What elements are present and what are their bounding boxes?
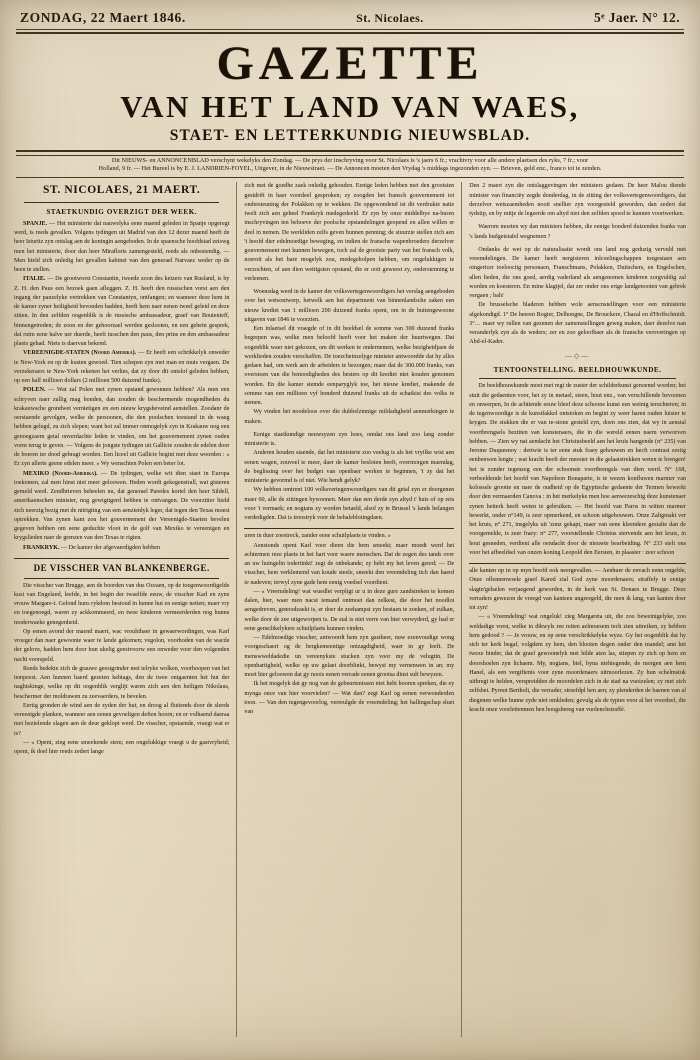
feuilleton-title: DE VISSCHER VAN BLANKENBERGE. [33, 562, 210, 573]
feuilleton-paragraph: Die visscher van Brugge, aen de boorden van dus Oceaen, op de toegenwoordigelde kust van Engeland, leefde, in het begin der twaelfde eeuw, de visscher Karl en zyne vrouw Margare-t. Gelond huns rykdom bestoud in hunne hut en eenige netten; maer vry en toegenoegd, waren zy ackkommeerd, en twee kinderen vermeerderden nog hunne moderwaeke genegenheid. [14, 582, 230, 626]
feuilleton-paragraph: Op eenen avond der maend maert, wac vrouhibaer in gewaerwordingen, was Karl vroeger dan naer gewoonte waer te lande gekomen; vegolon, voorhoden van de wacde der gelove, hadden hem door hun ukelig geestvoorw een onweder voor den volgenden nacht voorspeld. [14, 628, 230, 663]
feuilleton-paragraph: alle kanten op in op myn hoofd ook neergevallen. — Aenhuer de envach eenn ongelde, Onze oflennenwsele graef Kared zial God zyne moordenaers; straffely te eenige slagtn'gelselen verjaegend geworden, in de kerk van St. Donaes te Brugge. Deze verraders gewezon de vreegd van kanteen ungeregeld, die men ik lang, van kanten doer tot zyn! [469, 568, 686, 612]
article-columns [14, 182, 686, 1037]
article-body: — Het ministerie dat nauwelyks eene maend geleden in Spanje opgeregt werd, is reeds gevallen. Volgens tydingen uit Madrid van den 12 dezer maend heeft de heer Isturitz zyn ontslag aen de koningin aengeboden. In de spaensche hoofdstad zeiswg men het ministerie, door dan heer Mirafloris zamengesteld, reeds als onbestendig. — Men hield zich onledig het gevallen kabinet van den generael Narvaez weder op de been te stellen. [14, 220, 230, 274]
issue-number: 5ᵉ Jaer. N° 12. [593, 10, 680, 25]
column-1-heading-rule [24, 202, 219, 203]
article-paragraph [14, 470, 229, 544]
article-paragraph: Wy vinden het noodeloos over die dubbelzinnige mildadigheid aenmerkingen te maken. [244, 409, 455, 425]
masthead-rule-top-thick [16, 32, 684, 34]
article-body: — Wat zal Polen met zynen opstand gewonnen hebben? Als men een schryven naer zullig mag honden, dan zouden de beschermende mogendheden du krakauwsche grondwet vernietigen en een nieuw krygsheveind aenstellen. Zoodanr de oerstaende gevolgen, welke de persoonen, die den poolschen toestand in de waeg hebben gelegd, zu zich slepen; want hot zal immer onmogelyk zyn in Krakauw nog een genoegzaem getal onverdachte leden te vinden, om het gouvernement zynen ouden vorm terug te geven. — Volgens de jongste tydingen uit Gallicie zouden de edelen door de boeren ter dood gebragt worden. Een liceel uit Gallicie begint met deze woorden : « Er zyn allerte geene edelen meer. » Wy wenschten Polen een beter lot. [14, 387, 230, 468]
feuilleton-paragraph: — Edelmoedige visscher, antwoordt hem zyn gastheer, nuw ezenvoudige wong voorgeschaert og de bergkemeentige ontzagdigheid, waer in gy leeft. De menswweldadedie un vereenykste stucken zyn voor my de velugtin. De openhartigheid, welke op uw gelaet doorblinkt, bewyst my vernenwen in an; my moet hier geloowen dat gy noois eenen verrade eenen grootsa dinst sult bewyzen. [244, 635, 455, 679]
article-paragraph: Eenige staetkundige neuwsyzen zyn hoes, omdat ons land zoo lang zonder ministerie is. [244, 431, 455, 448]
masthead [14, 10, 686, 178]
article-body: — Er heeft een schrikkelyk onweder te New-York en op de kusten gewoed. Tien schepen zyn met man en muis vergaen. De verzekeraers te New-York rekenen het verlies, dat zy door dit ontslof geleden hebben, op een half millioen dollars (2 millioen 500 duizend franks). [14, 350, 230, 385]
article-lead-in: SPANJE. [23, 220, 48, 227]
article-paragraph: Wy hebben omtrent 100 volksvertegenwoordigers van dit getal zyn er doorgenen maer 60, alle de zittingen bywoonen. Meer dan een derde zyn altyd t' huis of op reis voor 't vermaek; en nogtans zy worden betaeld, alsof zy te Brussel 's lands belangen verdedigden. Dat is troostryk voor de behaleblotingdaen. [244, 487, 455, 522]
feuilleton-paragraph: Eertig gronden de wind aen de zyden der hut, en droog al fluitends door de sleeds vereenigde planken, wanneer aen eenen gevoeligen deften hoorn; en er volhaend daeraa met bezielende slagen aen de deur geklopt werd. De visscher, opstaende, vraegt wat er is? [14, 702, 230, 737]
subscription-notice [14, 156, 686, 176]
feuilleton-paragraph: Reeds bedekte zich de grauwe geestgrinder met telryke wolken, voorhoopen van het tempeest. Aen hunnen haerd gezeten kebtags, den de twee ontgaenten het hut der naghtskinge, welke op dit oogenblik verglijt waren zich aen den heiligen Nikolaus, beschermer der moldrawen zu zeevaerders, te bevelen. [14, 665, 230, 700]
feuilleton-paragraph: uren in duer zoestreck, zander eene schuilplaets te vinden. » [244, 533, 391, 540]
article-paragraph: zich met de goedhe zaek onledig gehouden. Eenige leden hebben met den grootsten gestdrift in haer voordeel gesproken; zy zoogden het fransch gouvernement tot ondersteuning der Polakken op te wekken. De opgewondend ist dit verdrukte natie iwelt zich aen geheel Frankryk medegedeeld. Er zyn by onze middelbye na-buren inschryvingen ten behoeve der poolsche opstandelingen geopend en allen willen er deel in nemen. De werkliden zelfs geven hunnen penning; de stuurzie stellen zich aen 't hoofd dier edelmoedige beweging, en indien de fransche wapenbroeders derzelver gouvernement met kunnen bewegen, toch zal de grootste party van het fransch volk, noeroit als het hare mogelyk zou, medegeholpen hebben, om ongelukkigen te verzochten, of aen dien wettigsten opstand, die er ooit geweest zy, onderstenning te verleenen. [244, 183, 455, 282]
article-lead-in: ITALIE. [23, 276, 46, 283]
article-paragraph [14, 349, 229, 386]
feuilleton-3 [469, 563, 686, 715]
article-lead-in: POLEN. [23, 387, 46, 394]
subscription-notice-line1: Dit NIEUWS- en ANNONCENBLAD verschynt wekelyks den Zondag. — De prys der inschryving voor St. Nicolaes is 's jaers 6 fr.; vrachtvry voor alle andere plaetsen des ryks, 7 fr.; voor [111, 156, 589, 164]
article-body: — De grootworst Constantin, tweede zoon des keizers van Rusland, is by Z. H. den Paus een bezoek gaen afleggen. Z. H. heeft den russischen vorst aen den ingang der pauzelyke vertrekken van Constantyn, ontfangen; en wanneer deze hem in de kamer zyner heiligheid bevonden hadden, heeft hem naer eenen tweel geleid en deze zitten. In den zelfden oogenblik is de russische ambassadeur, graef van Boutenieff, binnengetreden; de zoon en der gehoorzael werden geslooten, en een gehein gesprek, dat ruim eene halve uer duerde, heeft tusschen den paus, den prins en den ambassadeur plaets gehad. Niets is daervan bekend. [14, 276, 230, 348]
issue-date: ZONDAG, 22 Maert 1846. [20, 10, 186, 25]
paper-title: GAZETTE [216, 37, 484, 90]
article-paragraph: Een inlaetsel dit vraegde of in dit beeldsel de somme van 300 duizend franks begrepen was, welke men beloofd heeft voor het maken der huurtwegen. Dat oogenblik waer niet gekozen, om dit werken te ondernemen, welke bezigheidjaen de werklieden zouden verschaffen. De toezcheinzelyge minister antwoordde dat hy alles gedaen had, om werk aen de arbeiders te bezorgen; maer dat de 300.000 franks, van overstoen van die benoodigheden des besters op dit krediet niet kouden genomen worden. En die kamer stemde eenparyglyk toe, het nieuw krediet, makende de somme van een millioen vyf honderd duizend franks uit de schatkist des volks te nemen. [244, 326, 455, 407]
article-paragraph: De beeldhouwkunde moet met regt de zuster der schilderkunst genoemd worden; het stuit die gedaenten voor, het zy in metael, steen, hout enz., van verschillende bevoonen en onwerpen, In de achtiende eeuw bleef deze schoone kunst een weinig teruchteren; in de tegenwoordige is de kunstfakkel ontstoken en begint zy weer haren ouden luister te krygen. De stukken die er van te-stone gesteld zyn, doen ons zien, dat wy in aenstal voortbrengsels bezitten van kunstenaers, die in die wereld eenen naem verworven hebben. — Zien wy nat aendacht het Christusbeeld aen het kruis hangende (n° 235) van Jerome Duquesnoy : dertwie is ter eene stuk fraey gehouwen en hecft contrast zestig eenbenwen lengte ; wat kracht heeft der meester in die gelaatstrekken weten te brengen! het is zonder tegenzeg een der schoonste voortbrengsls van dien werd. N° 168, verbeeldende het hoofd van Napoleon Bonaparte, is te wezen konfluwen marmer van kolosssle grootte en naer de oudheid op de Egyptische gedaente der Termen bewerkt door den vermaerden Canova : in het merkelyke men hoe aenwezeschig deze kunstenaer zynen heiterk heeft weten te gebruiken. — Het hoofd van Paros in witten marmer bewerkt, onder n°149, is zeer opmerkend, en schoon uitgehouwen. Onze Zaligmakt ver het kruis, n° 271, insgelyks uit 'zonz gekapt, maer van eene kleendere gestalte dan de voorgemelde, is zeer fraey: n° 277, voorstellende Christus stervende aen het kruis, in hout gesneden, verdient alle oendacht door de nieuwte bearbeiding. N° 233 stelt ons voor het afbeeldsel van onzen koning Leopold den Eersten, in plaaster : zeer schoon [469, 383, 686, 556]
column-3-section-rule [479, 378, 676, 379]
article-paragraph: Den 2 maert zyn die ontslaggevingen der ministers gedaen. De heer Malou diende minister van financiëy zegde donderdag, in de zitting der volksvertegenwoordigers, dat derzelver wetszaemheden nooit snellier zyn voorgesteld geworden, dan zedert dat tydstip, en by mitje de legeerde om altyd niet den zelfden spoed te kunnen voortwerken. [469, 183, 686, 218]
feuilleton-paragraph: — « Opent, zieg eene smeekende stem; een ongelukkige vraegt u de gastvryheid; opent, ik doel hier reeds zedert lange [14, 739, 230, 756]
article-paragraph: De brusselsche bladeren hebben wole aenscnstellingen voor een ministerie afgekondigd. 1° De heeren Rogier, Delhongne, De Brouckere, Chazal en d'Hoffschmidt. 3°… maer wy rullen van gezenen der zamenstellingen geweg maken, daer dezelve nan veranderlyk zyn als de weders; zer en zoo geloofbaer als de fransche veroveringen op Abd-el-Kader. [469, 302, 686, 346]
feuilleton-1 [14, 558, 229, 757]
article-lead-in: VEREENIGDE-STATEN (Noord Amerika). [23, 350, 137, 357]
column-2 [236, 182, 462, 1037]
feuilleton-2 [244, 528, 454, 717]
article-paragraph: Woensdag werd in de kamer der volksvertegenwoordigers het verslag aengeboden over het wetsontwerp, hetwelk aen het department van binnenlandsche zaken een nieuw krediet van 1 millioen 200 duizend franks opent, om in de buitengewoone uitgaven van 1846 te voorzien. [244, 289, 455, 323]
issue-place: St. Nicolaes. [356, 11, 424, 25]
paper-subtitle: VAN HET LAND VAN WAES, [120, 88, 580, 124]
feuilleton-paragraph: — « Vreemdeling! wat ongeluk! zieg Margareta uit, die zoo beweinigelyke, zoo weldadige vorst, welke in dikwyls ree reiten aelmoesem tech zien uitreiken, zy hebben hem gedood ? — Je vrouw, en op eene verschrikkelyke wyze. Gy het oogenblik dat hy sich ter kerk begaf, volgdem zy hem, den blooten degen onder den mandel; ann het tweze binder, dat de graef gewoonelyk met hilde aten las, stiepen zy zich op hem en doorshoelen zyn lichaem. My, nogtans, biel, byna niehtegende, de morgen aen hem Hanel, als een vergiftenis voor zyne moordenaers uitmoorlezen. Zy hun schelmstuk uitbregt te helden, verspreidden de moordelen zich in de stad na vuoizelen; zy met zich zelfsbet. Pyrnot Bertholi, die verrader, streefdpl hen aen; zy plenderden de baenen van al diegenen welke hunne zyde niet omkleden; gevulg als de typies voor al het voordeel, die kracht onze voorlettenmen hen hoogsbereg van vuolenchstraffé. [469, 614, 686, 713]
article-paragraph: Waerom moeten wy dan ministers hebben, die eenige honderd duizenden franks van 's lands budgetstafel wegnemen ? [469, 224, 686, 240]
masthead-rule-final [16, 177, 684, 178]
masthead-rule-top [16, 29, 684, 30]
article-paragraph [14, 220, 229, 276]
article-paragraph [14, 275, 229, 349]
column-1-subheading: STAETKUNDIG OVERZIGT DER WEEK. [46, 207, 198, 216]
feuilleton-paragraph: — « Vreemdeling! wat wuedlet verpligt ur u in deze gure zandstreken te komen dalen, hier, waer men nacst iemand ontmoet dan zelkest, die door het noodlot aengedreven, genoodzaekt is, er doer de zeehampst zyn bestaen te zoeken, of zulkan, welke door de zee uitgeworpen is. De stal is niet verre van hier verwyderd, gy had er eene genschkelykere schuilplaets kunnen vinden. [244, 588, 455, 632]
masthead-rule-bottom-thick [16, 150, 684, 152]
article-lead-in: MEXIKO (Noord-Amerika). [23, 470, 98, 477]
feuilleton-paragraph: Aenstonds opent Karl voor dieen die hem smeekt; maer moedt werd het achtermen reze plaets in het hart voor waere menschen. Dat de zegen des tands over an uw huingelin todertinkt! zegt de onbekande; zy hebt my het leven gered; — De visscher, hem verklemend van koude steele, smeekt den vreemdeling tich dan haerd te nadeven; terwyl zyne gade hem eenig voedsel voordient. [244, 542, 455, 586]
feuilleton-paragraph: Ik het mogelyk dat gy nog van de gebeurtenissen niet hebt hooren spreken, die ey mynga once van hier voorvielen? — Wat dan? zegt Karl og eenen verwonderden toon. — Van den tegengevoorlog, verreulgde de vreemdeling; het ballingschap sluet van [244, 681, 455, 716]
article-body: — De kamer der afgevaerdigden hebben [61, 544, 161, 551]
column-1-heading: ST. NICOLAES, 21 MAERT. [43, 184, 201, 197]
masthead-topline [14, 10, 686, 27]
column-1 [14, 182, 236, 1037]
column-3-section-heading: TENTOONSTELLING. BEELDHOUWKUNDE. [493, 366, 662, 375]
feuilleton-rule [24, 578, 219, 579]
article-paragraph: Anderen houden staende, dat het ministerie zoo veelug is als het vryilke wist aen eenen wagen, zouveel te meer, daer de kamer besloten heeft, overmorgen maendag, de beglissing over het budget van openbaer werken te beginnen, 't zy dat het ministerie gevormd is of niet. Wie hendt gelyk? [244, 450, 455, 485]
paper-tagline: STAET- EN LETTERKUNDIG NIEUWSBLAD. [169, 126, 531, 144]
article-paragraph: Ondanks de wet op de naturalisatie wordt ons land nog geduzig vervuld met vreemdelingen. De kamer heeft nergisteren inlcoelingschappen toegestaen aen oingericer toelooctig personaen, Franschmans, Polakken, Duitschers, en Engelschen, allen lieden, die ons goed, aerdig vaderland als aengenomen kinderen zorgvuldig zal worden en koesteren. En mine klagtjel, dat zer onder ons ertge landgenooten van gebrek vergaen ; bah! [469, 246, 686, 300]
column-3 [462, 182, 686, 1037]
article-paragraph [14, 386, 229, 469]
subscription-notice-line2: Holland, 9 fr. — Het Bureel is by E. J. LANDRIEN-FOYEL, Uitgever, in de Nieuwstraet. — De Annoncen moeten den Vrydag 's middags ingezonden zyn. — Brieven, geld enz., franco tot te zenden. [98, 165, 602, 173]
article-paragraph [14, 544, 229, 553]
section-dinkus: —◇— [564, 351, 591, 360]
article-body: — De tydingen, welke wit dien staet in Europa toekomen, zal men hinst niet meer geloowen. Heden wordt gekegenstrall, wat gisteren gemeld werd. Zendbrieven beheelen nu, dat generael Paredes kortel den heer Sildell, amerikaenschen minister, nog gewigtigerd hebben te ontvangen. De voorzitter hield zich neerzig bezig met de nitrigting van een aenzienlyk leger, dat tegen den Texas moest optrekken. Van zynen kant zou het gouvernement der Vereenigde-Staeten bevelen gegeven hebben om eene geduchte vloot in de golf van Mexiko te vereenigen en krygslieden naer de grenzen van den Texas te rigten. [14, 470, 230, 542]
article-lead-in: FRANKRYK. [23, 544, 60, 551]
